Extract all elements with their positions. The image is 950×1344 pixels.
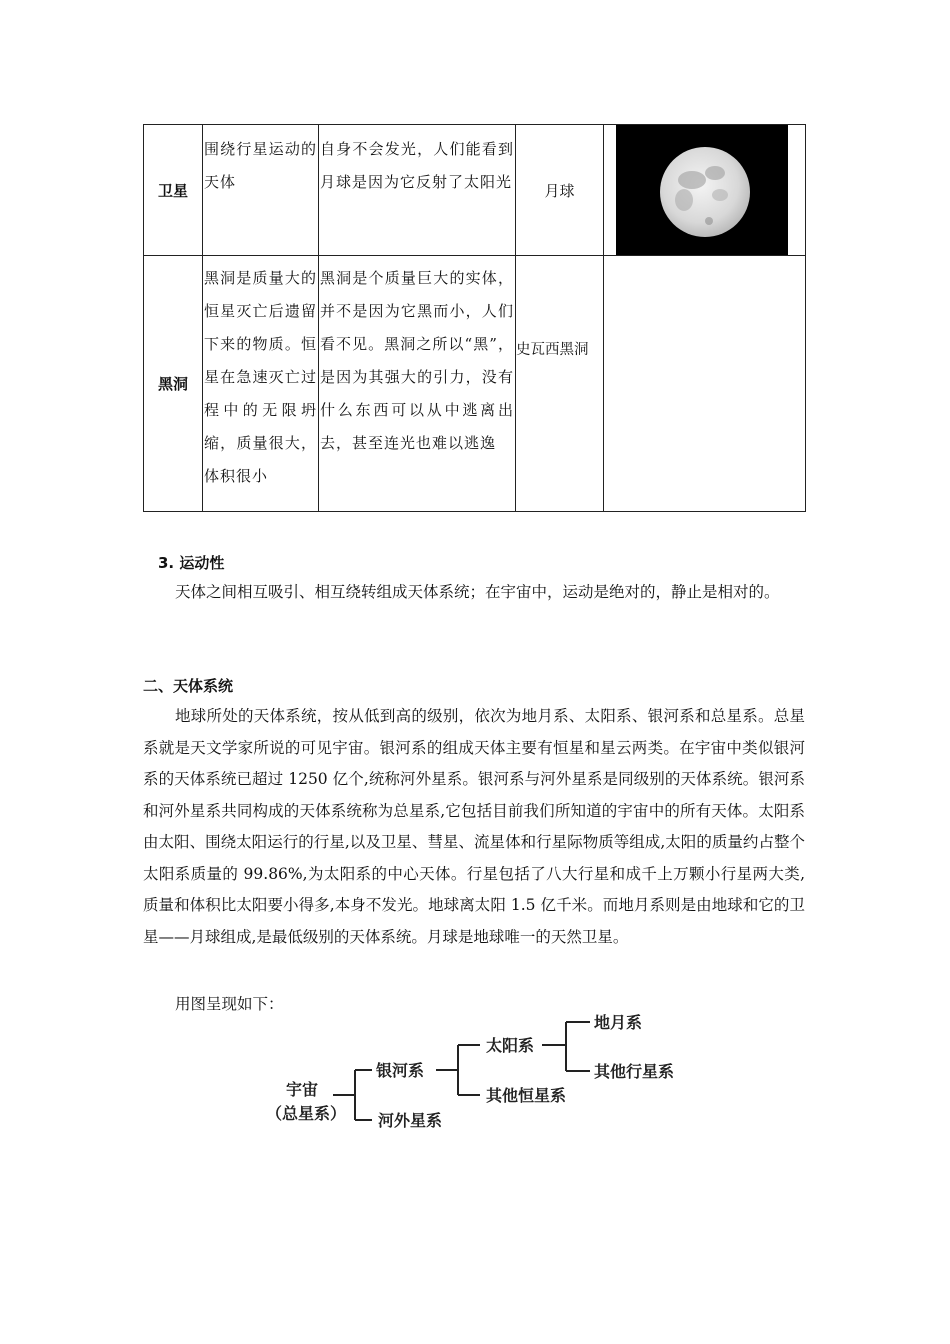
table-row bbox=[144, 125, 806, 256]
diagram-node-universe: 宇宙 bbox=[286, 1080, 319, 1099]
section-3-body: 天体之间相互吸引、相互绕转组成天体系统；在宇宙中，运动是绝对的，静止是相对的。 bbox=[175, 583, 780, 601]
image-cell bbox=[604, 125, 806, 256]
section-2-body: 地球所处的天体系统，按从低到高的级别，依次为地月系、太阳系、银河系和总星系。总星系就是天文学家所说的可见宇宙。银河系的组成天体主要有恒星和星云两类。在宇宙中类似银河系的天体系统已超过 1250 亿个,统称河外星系。银河系与河外星系是同级别的天体系统。银河系和河外星系共同构成的天体系统称为总星系,它包括目前我们所知道的宇宙中的所有天体。太阳系由太阳、围绕太阳运行的行星,以及卫星、彗星、流星体和行星际物质等组成,太阳的质量约占整个太阳系质量的 99.86%,为太阳系的中心天体。行星包括了八大行星和成千上万颗小行星两大类,质量和体积比太阳要小得多,本身不发光。地球离太阳 1.5 亿千米。而地月系则是由地球和它的卫星——月球组成,是最低级别的天体系统。月球是地球唯一的天然卫星。 bbox=[143, 707, 805, 946]
example-text: 月球 bbox=[516, 125, 604, 256]
definition-text: 黑洞是质量大的恒星灭亡后遗留下来的物质。恒星在急速灭亡过程中的无限坍缩，质量很大，体积很小 bbox=[204, 269, 317, 485]
diagram-node-solar-system: 太阳系 bbox=[486, 1036, 535, 1055]
diagram-node-earth-moon: 地月系 bbox=[594, 1013, 643, 1032]
table-row bbox=[144, 256, 806, 512]
feature-cell bbox=[319, 125, 516, 256]
definition-text: 围绕行星运动的天体 bbox=[204, 140, 317, 191]
image-cell bbox=[604, 256, 806, 512]
definition-cell bbox=[203, 256, 319, 512]
row-header: 卫星 bbox=[144, 125, 203, 256]
diagram-node-other-galaxies: 河外星系 bbox=[378, 1111, 443, 1130]
diagram-node-milky-way: 银河系 bbox=[376, 1061, 425, 1080]
row-header: 黑洞 bbox=[144, 256, 203, 512]
feature-text: 黑洞是个质量巨大的实体，并不是因为它黑而小，人们看不见。黑洞之所以“黑”，是因为其强大的引力，没有什么东西可以从中逃离出去，甚至连光也难以逃逸 bbox=[320, 269, 514, 452]
feature-text: 自身不会发光，人们能看到月球是因为它反射了太阳光 bbox=[320, 140, 514, 191]
section-3-title: 3. 运动性 bbox=[158, 554, 225, 572]
feature-cell bbox=[319, 256, 516, 512]
celestial-bodies-table bbox=[143, 124, 806, 512]
diagram-node-other-planets: 其他行星系 bbox=[594, 1062, 675, 1081]
diagram-intro: 用图呈现如下： bbox=[175, 995, 284, 1013]
example-text: 史瓦西黑洞 bbox=[516, 256, 604, 512]
section-2-title: 二、天体系统 bbox=[143, 677, 234, 695]
moon-photo bbox=[616, 125, 788, 255]
definition-cell bbox=[203, 125, 319, 256]
celestial-system-diagram bbox=[260, 1005, 720, 1145]
diagram-node-universe-alt: （总星系） bbox=[266, 1104, 347, 1123]
diagram-node-other-stars: 其他恒星系 bbox=[486, 1086, 567, 1105]
moon-icon bbox=[616, 125, 788, 255]
